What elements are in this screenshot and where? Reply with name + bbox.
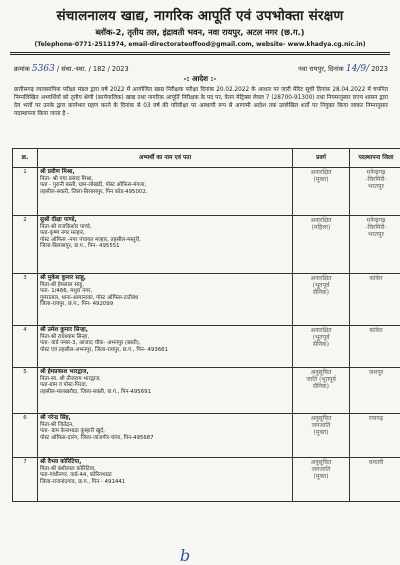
candidate-address-line: जिला-राजनांदगांव, छ.ग., पिन - 491441 bbox=[40, 479, 290, 486]
serial-cell: 1 bbox=[13, 168, 38, 216]
category-stamp-line: जनजाति bbox=[295, 422, 347, 429]
appointment-table bbox=[12, 148, 400, 502]
candidate-address-line: जिला-रायपुर, छ.ग., पिन- 492099 bbox=[40, 301, 290, 308]
candidate-address-line: पोस्ट एवं तहसील-अभनपुर, जिला-रायपुर, छ.ग., पिन- 493661 bbox=[40, 347, 290, 354]
handwritten-number: 5363 bbox=[32, 64, 55, 74]
candidate-cell bbox=[38, 216, 293, 274]
candidate-name: श्री मुकेश कुमार साहू, bbox=[40, 275, 290, 282]
header-divider bbox=[10, 52, 390, 53]
directorate-title: संचालनालय खाद्य, नागरिक आपूर्ति एवं उपभोक्ता संरक्षण bbox=[0, 6, 400, 24]
serial-cell: 7 bbox=[13, 458, 38, 502]
category-stamp-line: अनारक्षित bbox=[295, 327, 347, 334]
table-row bbox=[13, 216, 400, 274]
table-row bbox=[13, 368, 400, 414]
category-stamp-line: (भूतपूर्व bbox=[295, 282, 347, 289]
category-stamp-line: जनजाति bbox=[295, 466, 347, 473]
district-stamp-line: रायगढ़ bbox=[352, 415, 400, 422]
table-row bbox=[13, 326, 400, 368]
category-stamp-line: जाति (भूतपूर्व bbox=[295, 376, 347, 383]
candidate-address-line: पिता- श्री गया प्रसाद मिश्रा, bbox=[40, 176, 290, 183]
category-stamp-line: अनारक्षित bbox=[295, 169, 347, 176]
candidate-cell bbox=[38, 414, 293, 458]
candidate-address-line: गुमराताल, थाना-आमानाका, पोस्ट ऑफिस-टाटीबंध bbox=[40, 295, 290, 302]
serial-cell: 2 bbox=[13, 216, 38, 274]
candidate-cell bbox=[38, 368, 293, 414]
place-date bbox=[298, 64, 388, 74]
district-stamp-line: भरतपुर bbox=[352, 231, 400, 238]
table-row bbox=[13, 274, 400, 326]
table-row bbox=[13, 458, 400, 502]
candidate-address-line: पता-कृष्ण नगर मल्हार, bbox=[40, 230, 290, 237]
header-divider-second bbox=[10, 54, 390, 55]
district-stamp-line: जशपुर bbox=[352, 369, 400, 376]
category-cell bbox=[293, 274, 350, 326]
serial-cell: 4 bbox=[13, 326, 38, 368]
candidate-cell bbox=[38, 458, 293, 502]
candidate-name: श्री हेमप्रकाश भारद्वाज, bbox=[40, 369, 290, 376]
candidate-name: सुश्री दीक्षा पाण्डे, bbox=[40, 217, 290, 224]
category-cell bbox=[293, 326, 350, 368]
candidate-address-line: पोस्ट ऑफिस-दारंग, जिला-जांजगीर-चांपा, पिन-495687 bbox=[40, 435, 290, 442]
reference-number bbox=[14, 64, 129, 74]
header-serial: क्र. bbox=[13, 149, 38, 168]
reference-prefix: क्रमांक bbox=[14, 65, 30, 73]
district-stamp-line: भरतपुर bbox=[352, 183, 400, 190]
category-stamp-line: अनारक्षित bbox=[295, 217, 347, 224]
candidate-address-line: पता- ग्राम केनाभाठा कुम्हारी खुर्द, bbox=[40, 428, 290, 435]
category-cell bbox=[293, 458, 350, 502]
bottom-hand-mark: b bbox=[180, 546, 190, 565]
candidate-address-line: पिता-श्री बंशीलाल कोरिटिया, bbox=[40, 466, 290, 473]
candidate-cell bbox=[38, 168, 293, 216]
category-cell bbox=[293, 216, 350, 274]
candidate-name: श्री वैभव कोरिटिया, bbox=[40, 459, 290, 466]
category-stamp-line: (मुक्त) bbox=[295, 176, 347, 183]
category-stamp-line: (महिला) bbox=[295, 224, 347, 231]
district-stamp-line: -चिरमिरी- bbox=[352, 176, 400, 183]
candidate-address-line: पोस्ट ऑफिस -नगर पंचायत मल्हार, तहसील-मस्तूरी, bbox=[40, 237, 290, 244]
table-body bbox=[13, 168, 400, 502]
district-stamp-line: कांकेर bbox=[352, 275, 400, 282]
order-heading: -: आदेश :- bbox=[0, 74, 400, 84]
candidate-address-line: पिता-स्व. श्री तीजराम भारद्वाज, bbox=[40, 376, 290, 383]
candidate-address-line: तहसील-सकरी, जिला-बिलासपुर, पिन कोड-495002. bbox=[40, 189, 290, 196]
category-stamp-line: सैनिक) bbox=[295, 341, 347, 348]
contact-line: (Telephone-0771-2511974, email-directorateoffood@gmail.com, website- www.khadya.cg.nic.in) bbox=[0, 41, 400, 48]
category-stamp-line: सैनिक) bbox=[295, 383, 347, 390]
candidate-address-line: पता - पुरानी बस्ती, ग्राम-लोखंडी, पोस्ट ऑफिस-मंगला, bbox=[40, 182, 290, 189]
table-header-row bbox=[13, 149, 400, 168]
candidate-name: श्री प्रवीण मिश्रा, bbox=[40, 169, 290, 176]
serial-cell: 6 bbox=[13, 414, 38, 458]
date-year: 2023 bbox=[371, 65, 388, 73]
district-cell bbox=[350, 326, 400, 368]
handwritten-date: 14/9/ bbox=[346, 64, 369, 74]
table-row bbox=[13, 168, 400, 216]
candidate-name: श्री नरेन्द्र सिंह, bbox=[40, 415, 290, 422]
candidate-address-line: पता-गांधीनगर, वार्ड-44, कोरिनभाठा bbox=[40, 472, 290, 479]
district-cell bbox=[350, 216, 400, 274]
candidate-address-line: पिता-श्री राजकिशोर पाण्डे, bbox=[40, 224, 290, 231]
district-stamp-line: धमतरी bbox=[352, 459, 400, 466]
candidate-address-line: तहसील-मालखरौदा, जिला-सक्ती, छ.ग., पिन-495691 bbox=[40, 389, 290, 396]
candidate-address-line: पता- वार्ड नम्बर-3, आजाद चौक- अभनपुर (बस्ती), bbox=[40, 340, 290, 347]
district-cell bbox=[350, 168, 400, 216]
district-stamp-line: -चिरमिरी- bbox=[352, 224, 400, 231]
candidate-name: श्री उमेश कुमार सिन्हा, bbox=[40, 327, 290, 334]
category-cell bbox=[293, 168, 350, 216]
candidate-address-line: जिला-बिलासपुर, छ.ग., पिन- 495551 bbox=[40, 243, 290, 250]
category-cell bbox=[293, 414, 350, 458]
category-stamp-line: (मुक्त) bbox=[295, 473, 347, 480]
place-date-prefix: नवा रायपुर, दिनांक bbox=[298, 65, 344, 73]
candidate-address-line: पिता-श्री हेमलाल साहू, bbox=[40, 282, 290, 289]
district-stamp-line: मनेन्द्रगढ़ bbox=[352, 169, 400, 176]
category-stamp-line: सैनिक) bbox=[295, 289, 347, 296]
candidate-address-line: पता-ग्राम व पोस्ट-पिरदा, bbox=[40, 382, 290, 389]
category-stamp-line: (भूतपूर्व bbox=[295, 334, 347, 341]
category-stamp-line: अनुसूचित bbox=[295, 369, 347, 376]
category-stamp-line: अनारक्षित bbox=[295, 275, 347, 282]
candidate-address-line: पिता-श्री जितेंद्रन, bbox=[40, 422, 290, 429]
serial-cell: 3 bbox=[13, 274, 38, 326]
reference-suffix: / संचा.-स्था. / 182 / 2023 bbox=[57, 65, 129, 73]
table-row bbox=[13, 414, 400, 458]
candidate-address-line: पता- 1/466, मथुरा नगर, bbox=[40, 288, 290, 295]
district-cell bbox=[350, 368, 400, 414]
category-stamp-line: (मुक्त) bbox=[295, 429, 347, 436]
district-cell bbox=[350, 414, 400, 458]
category-stamp-line: अनुसूचित bbox=[295, 415, 347, 422]
serial-cell: 5 bbox=[13, 368, 38, 414]
district-stamp-line: कांकेर bbox=[352, 327, 400, 334]
district-cell bbox=[350, 274, 400, 326]
category-stamp-line: अनुसूचित bbox=[295, 459, 347, 466]
candidate-cell bbox=[38, 274, 293, 326]
directorate-address: ब्लॉक-2, तृतीय तल, इंद्रावती भवन, नवा रायपुर, अटल नगर (छ.ग.) bbox=[0, 27, 400, 38]
header-district: पदस्थापना जिला bbox=[350, 149, 400, 168]
district-stamp-line: मनेन्द्रगढ़ bbox=[352, 217, 400, 224]
category-cell bbox=[293, 368, 350, 414]
district-cell bbox=[350, 458, 400, 502]
header-category: प्रवर्ग bbox=[293, 149, 350, 168]
order-paragraph: छत्तीसगढ़ व्यावसायिक परीक्षा मंडल द्वारा वर्ष 2022 में आयोजित खाद्य निरीक्षक परीक्षा दिनांक 20.02.2022 के आधार पर जारी मेरिट सूची दिनांक 28.04.2022 में चयनित निम्नलिखित अभ्यर्थियों को तृतीय श्रेणी (कार्यपालिक) खाद्य तथा नागरिक आपूर्ति निरीक्षक के पद पर, वेतन मेट्रिक्स लेवल 7 (28700-91300) तथा नियमानुसार राज्य शासन द्वारा देय भत्तों पर उनके द्वारा कार्यभार ग्रहण करने के दिनांक से 03 वर्ष की परिवीक्षा पर अस्थायी रूप से आगामी आदेश तक उल्लेखित शर्तों पर नियुक्त किया जाकर निम्नानुसार पदस्थापना किया जाता है - bbox=[14, 86, 388, 118]
candidate-cell bbox=[38, 326, 293, 368]
header-candidate: अभ्यर्थी का नाम एवं पता bbox=[38, 149, 293, 168]
candidate-address-line: पिता-श्री राधेश्याम सिन्हा, bbox=[40, 334, 290, 341]
